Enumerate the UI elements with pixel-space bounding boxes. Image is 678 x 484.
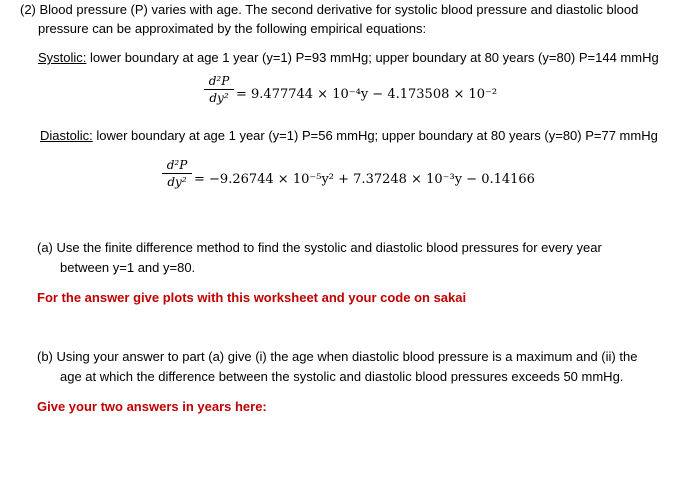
diastolic-description [40, 128, 658, 143]
diastolic-derivative-numerator: d²P [166, 158, 188, 172]
part-b-line-1: (b) Using your answer to part (a) give (i) the age when diastolic blood pressure is a maximum and (ii) the [37, 349, 638, 364]
question-line-1: (2) Blood pressure (P) varies with age. The second derivative for systolic blood pressure and diastolic blood [20, 2, 639, 17]
fraction-bar [162, 173, 192, 174]
systolic-equation-rhs: = 9.477744 × 10⁻⁴y − 4.173508 × 10⁻² [236, 87, 498, 102]
fraction-bar [204, 89, 234, 90]
diastolic-derivative-denominator: dy² [167, 175, 187, 189]
part-a-instruction: For the answer give plots with this worksheet and your code on sakai [37, 290, 467, 305]
systolic-label: Systolic: [38, 50, 87, 65]
systolic-text: lower boundary at age 1 year (y=1) P=93 mmHg; upper boundary at 80 years (y=80) P=144 mmHg [86, 50, 659, 65]
diastolic-label: Diastolic: [40, 128, 93, 143]
diastolic-text: lower boundary at age 1 year (y=1) P=56 mmHg; upper boundary at 80 years (y=80) P=77 mmHg [92, 128, 658, 143]
diastolic-derivative-fraction [162, 158, 192, 189]
part-b-line-2: age at which the difference between the systolic and diastolic blood pressures exceeds 50 mmHg. [60, 369, 624, 384]
systolic-derivative-denominator: dy² [209, 91, 229, 105]
question-line-2: pressure can be approximated by the following empirical equations: [38, 21, 427, 36]
part-b-instruction: Give your two answers in years here: [37, 399, 267, 414]
systolic-derivative-numerator: d²P [208, 74, 230, 88]
part-a-line-2: between y=1 and y=80. [60, 260, 196, 275]
diastolic-equation-rhs: = −9.26744 × 10⁻⁵y² + 7.37248 × 10⁻³y − 0.14166 [194, 172, 535, 187]
part-a-line-1: (a) Use the finite difference method to find the systolic and diastolic blood pressures for every year [37, 240, 602, 255]
systolic-derivative-fraction [204, 74, 234, 105]
systolic-description [38, 50, 659, 65]
